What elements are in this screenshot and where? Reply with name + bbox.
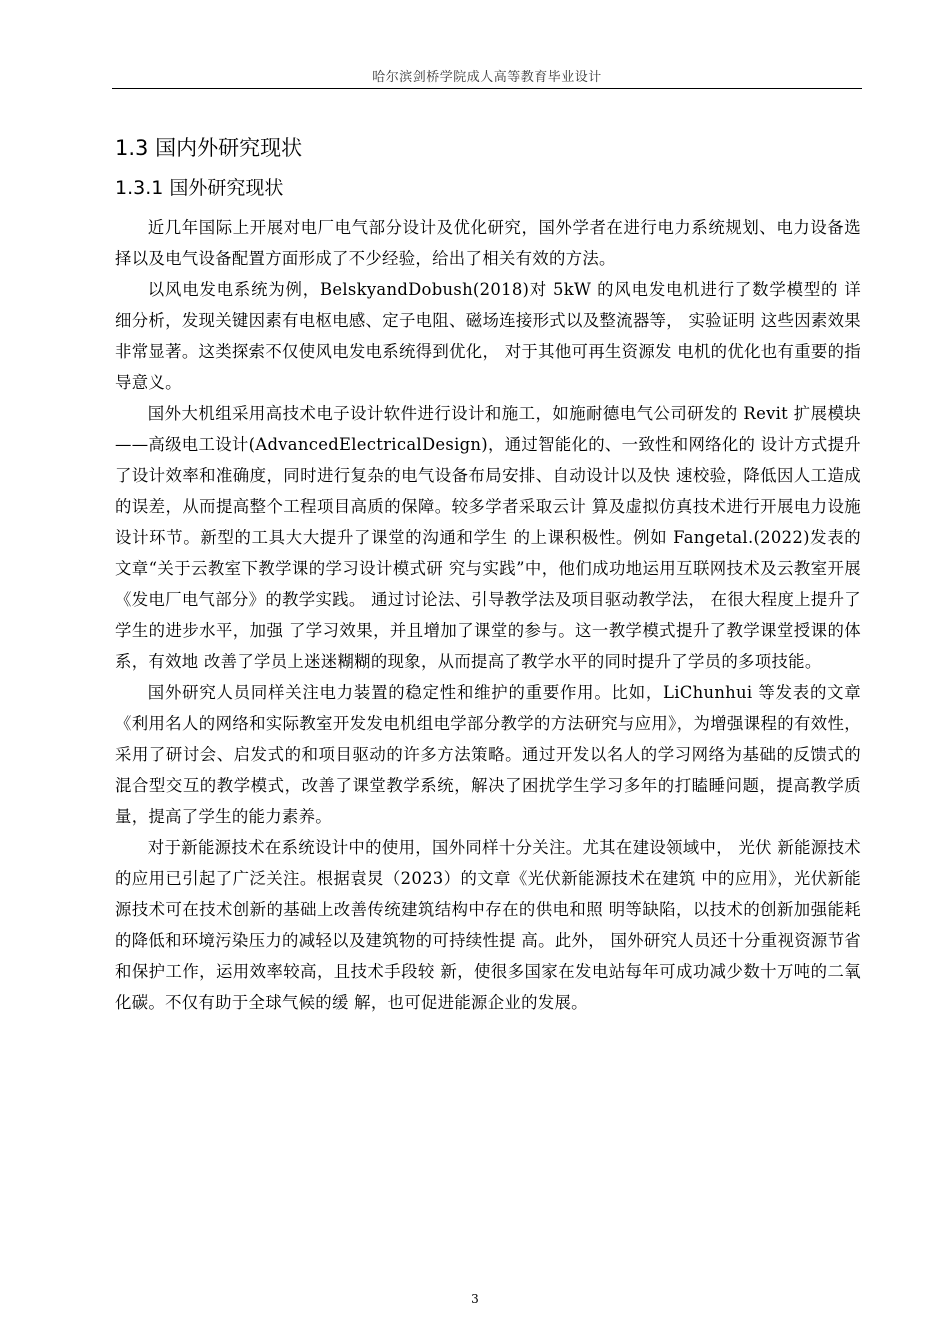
section-heading: 1.3 国内外研究现状 (115, 136, 303, 160)
running-header: 哈尔滨剑桥学院成人高等教育毕业设计 (372, 70, 602, 85)
subsection-heading: 1.3.1 国外研究现状 (115, 177, 284, 199)
paragraph: 以风电发电系统为例，BelskyandDobush(2018)对 5kW 的风电发电机进行了数学模型的 详细分析，发现关键因素有电枢电感、定子电阻、磁场连接形式以及整流器等， 实验证明 这些因素效果非常显著。这类探索不仅使风电发电系统得到优化， 对于其他可再生资源发 电机的优化也有重要的指导意义。 (115, 280, 861, 392)
paragraph: 近几年国际上开展对电厂电气部分设计及优化研究，国外学者在进行电力系统规划、电力设备选择以及电气设备配置方面形成了不少经验，给出了相关有效的方法。 (115, 218, 861, 268)
page-content (115, 120, 861, 1018)
header-rule (112, 88, 862, 89)
paragraph: 国外大机组采用高技术电子设计软件进行设计和施工，如施耐德电气公司研发的 Revit 扩展模块——高级电工设计(AdvancedElectricalDesign)，通过智能化的、一致性和网络化的 设计方式提升了设计效率和准确度，同时进行复杂的电气设备布局安排、自动设计以及快 速校验，降低因人工造成的误差，从而提高整个工程项目高质的保障。较多学者采取云计 算及虚拟仿真技术进行开展电力设施设计环节。新型的工具大大提升了课堂的沟通和学生 的上课积极性。例如 Fangetal.(2022)发表的文章“关于云教室下教学课的学习设计模式研 究与实践”中，他们成功地运用互联网技术及云教室开展《发电厂电气部分》的教学实践。 通过讨论法、引导教学法及项目驱动教学法， 在很大程度上提升了学生的进步水平，加强 了学习效果，并且增加了课堂的参与。这一教学模式提升了教学课堂授课的体系，有效地 改善了学员上迷迷糊糊的现象，从而提高了教学水平的同时提升了学员的多项技能。 (115, 404, 861, 671)
page-number: 3 (471, 1292, 479, 1306)
paragraph: 对于新能源技术在系统设计中的使用，国外同样十分关注。尤其在建设领域中， 光伏 新能源技术的应用已引起了广泛关注。根据袁炅（2023）的文章《光伏新能源技术在建筑 中的应用》，光伏新能源技术可在技术创新的基础上改善传统建筑结构中存在的供电和照 明等缺陷，以技术的创新加强能耗的降低和环境污染压力的减轻以及建筑物的可持续性提 高。此外， 国外研究人员还十分重视资源节省和保护工作，运用效率较高，且技术手段较 新，使很多国家在发电站每年可成功减少数十万吨的二氧化碳。不仅有助于全球气候的缓 解，也可促进能源企业的发展。 (115, 838, 861, 1012)
paragraph: 国外研究人员同样关注电力装置的稳定性和维护的重要作用。比如，LiChunhui 等发表的文章《利用名人的网络和实际教室开发发电机组电学部分教学的方法研究与应用》，为增强课程的有效性，采用了研讨会、启发式的和项目驱动的许多方法策略。通过开发以名人的学习网络为基础的反馈式的混合型交互的教学模式，改善了课堂教学系统，解决了困扰学生学习多年的打瞌睡问题，提高教学质量，提高了学生的能力素养。 (115, 683, 861, 826)
